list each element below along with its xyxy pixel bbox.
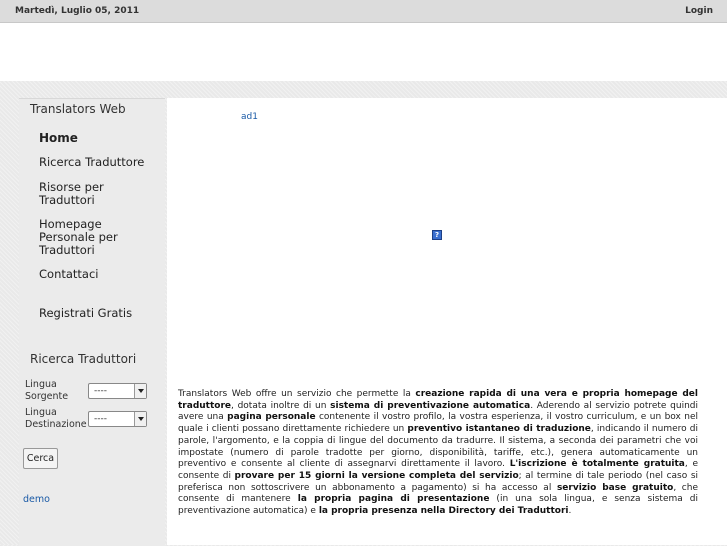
target-language-value: ---- [94, 414, 107, 424]
sidebar-title: Translators Web [30, 102, 126, 116]
description-text: , che consente di mantenere [178, 482, 698, 505]
nav-home[interactable]: Home [39, 131, 78, 145]
current-date: Martedì, Luglio 05, 2011 [15, 6, 140, 16]
broken-image-icon: ? [432, 230, 442, 240]
source-language-select[interactable] [88, 383, 147, 399]
description-text: (in una sola lingua, e senza sistema di preventivazione automatica) e [178, 494, 698, 517]
main-content [167, 98, 727, 545]
target-language-select[interactable] [88, 411, 147, 427]
search-section-title: Ricerca Traduttori [30, 352, 137, 366]
description-highlight: sistema di preventivazione automatica [330, 400, 531, 411]
description-highlight: la propria presenza nella Directory dei Traduttori [318, 506, 569, 517]
nav-registrati-gratis[interactable]: Registrati Gratis [39, 306, 133, 320]
chevron-down-icon [134, 384, 146, 398]
description-highlight: la propria pagina di presentazione [297, 494, 490, 505]
header-banner [0, 23, 727, 81]
nav-contattaci[interactable]: Contattaci [39, 267, 99, 281]
search-button[interactable]: Cerca [23, 448, 58, 469]
chevron-down-icon [134, 412, 146, 426]
login-link[interactable]: Login [685, 6, 713, 16]
source-language-label: Lingua Sorgente [25, 379, 69, 402]
demo-link[interactable]: demo [23, 494, 50, 505]
description-text: . [568, 506, 572, 517]
ad-link[interactable]: ad1 [241, 112, 258, 122]
description-highlight: provare per 15 giorni la versione completa del servizio [234, 470, 519, 481]
top-bar [0, 0, 727, 23]
description-highlight: L'iscrizione è totalmente gratuita [509, 459, 685, 470]
description-text: contenente il vostro profilo, la vostra esperienza, il vostro curriculum, e un box nel quale i clienti possano direttamente richiedere un [178, 412, 698, 435]
nav-homepage-personale[interactable]: Homepage Personale per Traduttori [39, 217, 118, 257]
description-highlight: creazione rapida di una vera e propria homepage del traduttore [178, 389, 698, 411]
target-language-label: Lingua Destinazione [25, 407, 87, 430]
description-highlight: pagina personale [227, 412, 316, 423]
nav-ricerca-traduttore[interactable]: Ricerca Traduttore [39, 155, 145, 169]
description-text: ; al termine di tale periodo (nel caso si preferisca non sottoscrivere un abbonamento a pagamento) si ha accesso al [178, 470, 699, 493]
service-description [178, 389, 698, 518]
description-text: , e consente di [178, 459, 698, 481]
description-text: . Aderendo al servizio potrete quindi avere una [178, 400, 698, 423]
nav-risorse-traduttori[interactable]: Risorse per Traduttori [39, 180, 104, 207]
description-highlight: servizio base gratuito [556, 482, 674, 493]
description-text: , indicando il numero di parole, l'argomento, e la coppia di lingue del documento da tradurre. Il sistema, a seconda dei parametri che voi impostate (numero di parole tradotte per giorno, disponibilità, tariffe, etc.), genera automaticamente un preventivo e consente al cliente di assegnarvi direttamente il lavoro. [178, 424, 698, 470]
sidebar [19, 98, 165, 546]
description-text: , dotata inoltre di un [231, 400, 331, 411]
description-text: Translators Web offre un servizio che permette la [178, 389, 416, 399]
description-highlight: preventivo istantaneo di traduzione [407, 424, 591, 435]
source-language-value: ---- [94, 386, 107, 396]
